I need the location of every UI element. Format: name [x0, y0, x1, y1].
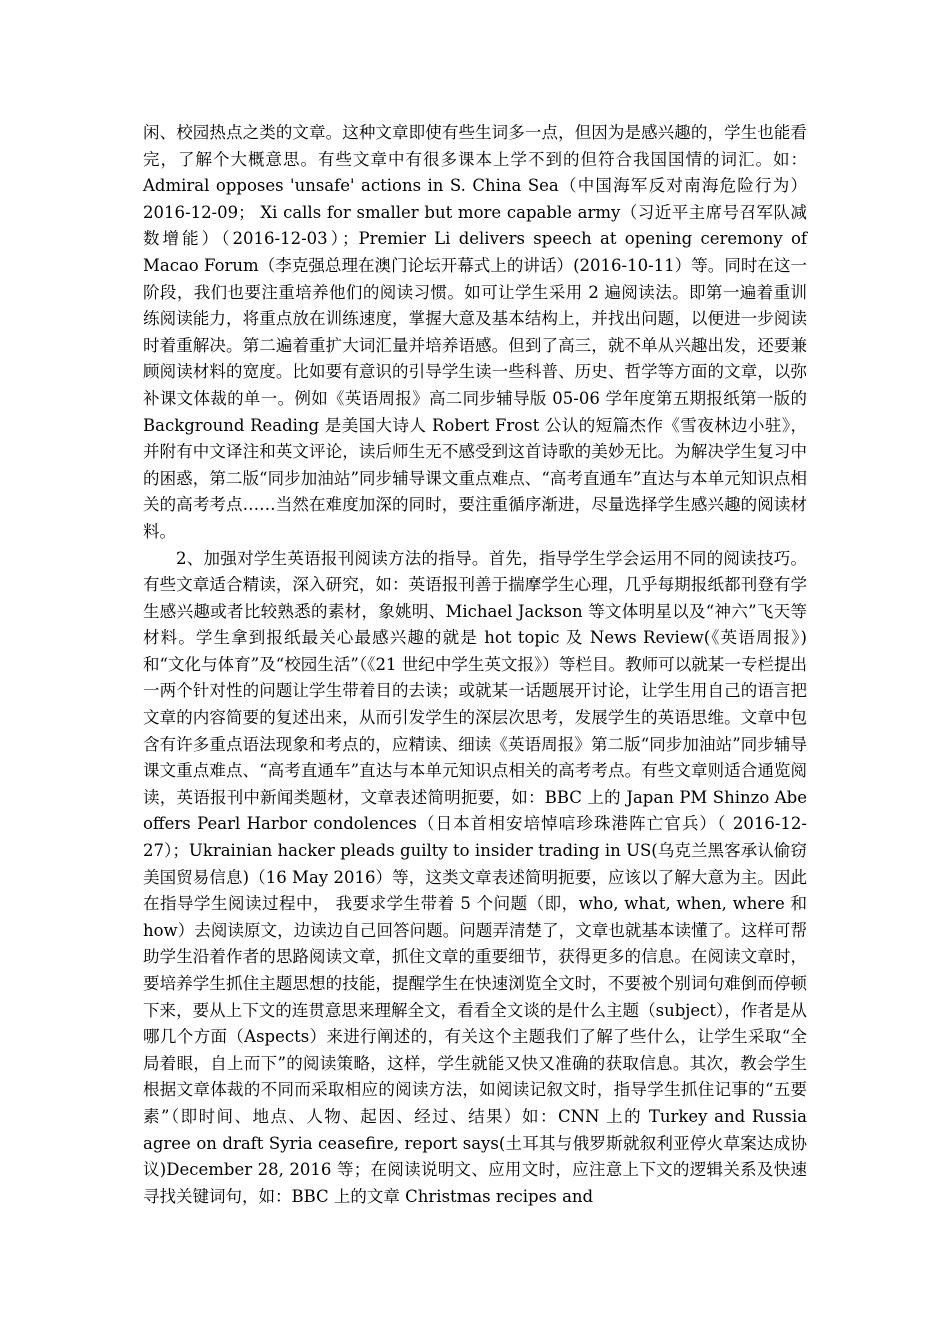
- paragraph-reading-methods: 2、加强对学生英语报刊阅读方法的指导。首先，指导学生学会运用不同的阅读技巧。有些文章适合精读，深入研究，如：英语报刊善于揣摩学生心理，几乎每期报纸都刊登有学生感兴趣或者比较熟悉的素材，象姚明、Michael Jackson 等文体明星以及“神六”飞天等材料。学生拿到报纸最关心最感兴趣的就是 hot topic 及 News Review(《英语周报》)和“文化与体育”及“校园生活”（《21 世纪中学生英文报》）等栏目。教师可以就某一专栏提出一两个针对性的问题让学生带着目的去读；或就某一话题展开讨论，让学生用自己的语言把文章的内容简要的复述出来，从而引发学生的深层次思考，发展学生的英语思维。文章中包含有许多重点语法现象和考点的，应精读、细读《英语周报》第二版“同步加油站”同步辅导课文重点难点、“高考直通车”直达与本单元知识点相关的高考考点。有些文章则适合通览阅读，英语报刊中新闻类题材，文章表述简明扼要，如：BBC 上的 Japan PM Shinzo Abe offers Pearl Harbor condolences（日本首相安培悼唁珍珠港阵亡官兵）（ 2016-12-27）；Ukrainian hacker pleads guilty to insider trading in US(乌克兰黑客承认偷窃美国贸易信息)（16 May 2016）等，这类文章表述简明扼要，应该以了解大意为主。因此在指导学生阅读过程中， 我要求学生带着 5 个问题（即，who, what, when, where 和 how）去阅读原文，边读边自己回答问题。问题弄清楚了，文章也就基本读懂了。这样可帮助学生沿着作者的思路阅读文章，抓住文章的重要细节，获得更多的信息。在阅读文章时，要培养学生抓住主题思想的技能，提醒学生在快速浏览全文时，不要被个别词句难倒而停顿下来，要从上下文的连贯意思来理解全文，看看全文谈的是什么主题（subject），作者是从哪几个方面（Aspects）来进行阐述的，有关这个主题我们了解了些什么，让学生采取“全局着眼，自上而下”的阅读策略，这样，学生就能又快又准确的获取信息。其次，教会学生根据文章体裁的不同而采取相应的阅读方法，如阅读记叙文时，指导学生抓住记事的“五要素”（即时间、地点、人物、起因、经过、结果）如：CNN 上的 Turkey and Russia agree on draft Syria ceasefire, report says(土耳其与俄罗斯就叙利亚停火草案达成协议)December 28, 2016 等；在阅读说明文、应用文时，应注意上下文的逻辑关系及快速寻找关键词句，如：BBC 上的文章 Christmas recipes and: [143, 548, 807, 1206]
- paragraph-continuation: 闲、校园热点之类的文章。这种文章即使有些生词多一点，但因为是感兴趣的，学生也能看完，了解个大概意思。有些文章中有很多课本上学不到的但符合我国国情的词汇。如：Admiral opposes 'unsafe' actions in S. China Sea（中国海军反对南海危险行为）2016-12-09； Xi calls for smaller but more capable army（习近平主席号召军队减数增能）（2016-12-03）；Premier Li delivers speech at opening ceremony of Macao Forum（李克强总理在澳门论坛开幕式上的讲话）(2016-10-11）等。同时在这一阶段，我们也要注重培养他们的阅读习惯。如可让学生采用 2 遍阅读法。即第一遍着重训练阅读能力，将重点放在训练速度，掌握大意及基本结构上，并找出问题，以便进一步阅读时着重解决。第二遍着重扩大词汇量并培养语感。但到了高三，就不单从兴趣出发，还要兼顾阅读材料的宽度。比如要有意识的引导学生读一些科普、历史、哲学等方面的文章，以弥补课文体裁的单一。例如《英语周报》高二同步辅导版 05-06 学年度第五期报纸第一版的 Background Reading 是美国大诗人 Robert Frost 公认的短篇杰作《雪夜林边小驻》，并附有中文译注和英文评论，读后师生无不感受到这首诗歌的美妙无比。为解决学生复习中的困惑，第二版“同步加油站”同步辅导课文重点难点、“高考直通车”直达与本单元知识点相关的高考考点……当然在难度加深的同时，要注重循序渐进，尽量选择学生感兴趣的阅读材料。: [143, 123, 807, 541]
- document-body: [143, 120, 807, 1210]
